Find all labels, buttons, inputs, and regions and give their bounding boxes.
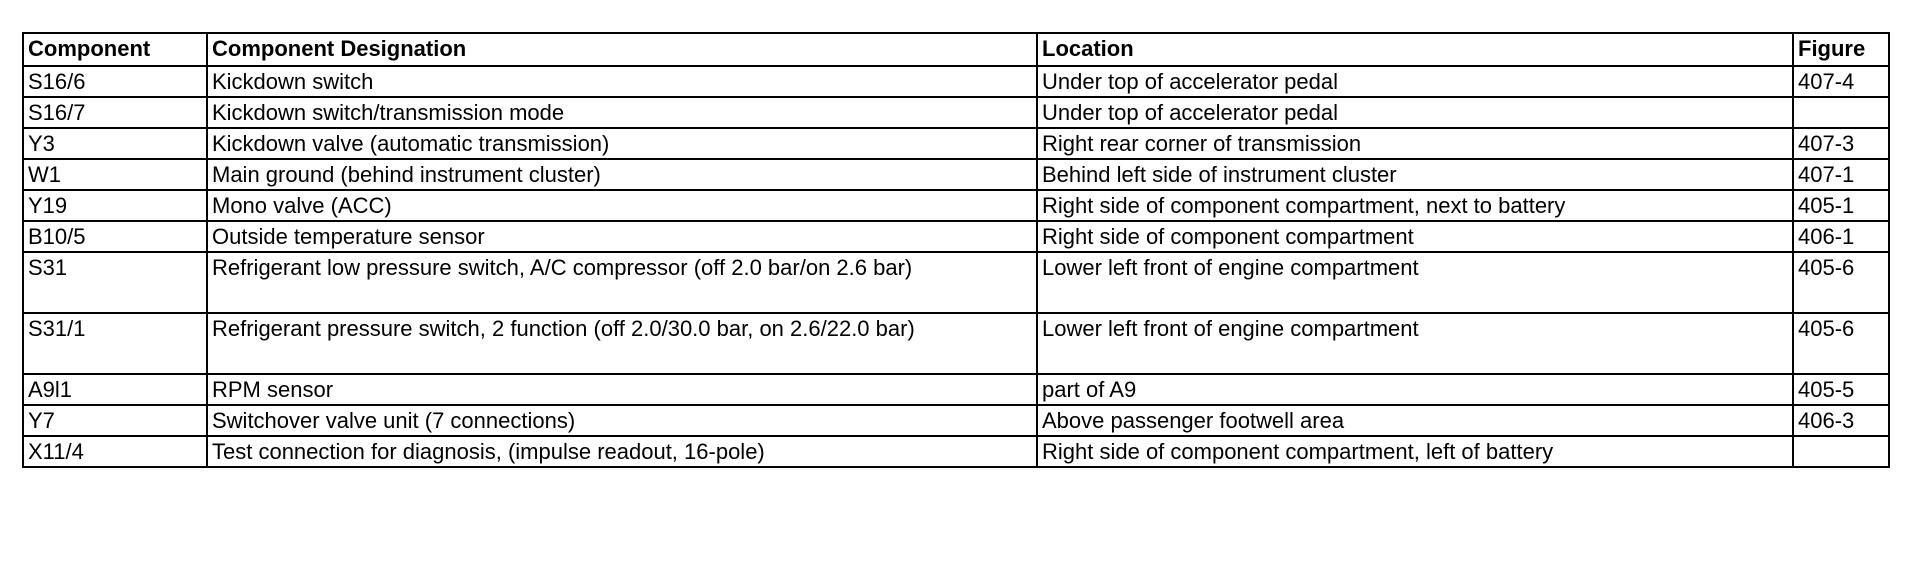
component-location-table — [22, 32, 1890, 468]
cell-figure — [1793, 436, 1889, 467]
cell-location: part of A9 — [1037, 374, 1793, 405]
cell-figure: 406-1 — [1793, 221, 1889, 252]
cell-component: S16/7 — [23, 97, 207, 128]
cell-component: B10/5 — [23, 221, 207, 252]
cell-designation: RPM sensor — [207, 374, 1037, 405]
table-row — [23, 405, 1889, 436]
table-row — [23, 66, 1889, 97]
cell-location: Under top of accelerator pedal — [1037, 66, 1793, 97]
header-figure: Figure — [1793, 33, 1889, 66]
cell-designation: Kickdown switch/transmission mode — [207, 97, 1037, 128]
cell-designation: Test connection for diagnosis, (impulse readout, 16-pole) — [207, 436, 1037, 467]
cell-location: Right rear corner of transmission — [1037, 128, 1793, 159]
table-row — [23, 313, 1889, 374]
header-component: Component — [23, 33, 207, 66]
cell-location: Right side of component compartment, left of battery — [1037, 436, 1793, 467]
cell-figure: 406-3 — [1793, 405, 1889, 436]
cell-component: X11/4 — [23, 436, 207, 467]
cell-designation: Refrigerant low pressure switch, A/C compressor (off 2.0 bar/on 2.6 bar) — [207, 252, 1037, 313]
cell-location: Right side of component compartment, next to battery — [1037, 190, 1793, 221]
table-row — [23, 436, 1889, 467]
cell-designation: Refrigerant pressure switch, 2 function (off 2.0/30.0 bar, on 2.6/22.0 bar) — [207, 313, 1037, 374]
cell-location: Lower left front of engine compartment — [1037, 313, 1793, 374]
cell-designation: Mono valve (ACC) — [207, 190, 1037, 221]
cell-component: A9l1 — [23, 374, 207, 405]
header-component-designation: Component Designation — [207, 33, 1037, 66]
cell-component: S31 — [23, 252, 207, 313]
cell-designation: Main ground (behind instrument cluster) — [207, 159, 1037, 190]
cell-location: Under top of accelerator pedal — [1037, 97, 1793, 128]
cell-designation: Outside temperature sensor — [207, 221, 1037, 252]
cell-designation: Kickdown valve (automatic transmission) — [207, 128, 1037, 159]
cell-location: Behind left side of instrument cluster — [1037, 159, 1793, 190]
table-header-row — [23, 33, 1889, 66]
cell-location: Right side of component compartment — [1037, 221, 1793, 252]
header-location: Location — [1037, 33, 1793, 66]
table-row — [23, 128, 1889, 159]
cell-location: Above passenger footwell area — [1037, 405, 1793, 436]
cell-figure: 407-3 — [1793, 128, 1889, 159]
cell-component: S16/6 — [23, 66, 207, 97]
cell-component: Y3 — [23, 128, 207, 159]
cell-figure: 407-4 — [1793, 66, 1889, 97]
cell-figure: 405-5 — [1793, 374, 1889, 405]
cell-designation: Switchover valve unit (7 connections) — [207, 405, 1037, 436]
cell-component: S31/1 — [23, 313, 207, 374]
table-row — [23, 159, 1889, 190]
table-row — [23, 221, 1889, 252]
table-row — [23, 252, 1889, 313]
cell-figure: 405-6 — [1793, 252, 1889, 313]
component-location-table-container — [22, 32, 1890, 468]
cell-component: Y7 — [23, 405, 207, 436]
cell-figure: 405-1 — [1793, 190, 1889, 221]
cell-figure — [1793, 97, 1889, 128]
cell-designation: Kickdown switch — [207, 66, 1037, 97]
table-row — [23, 190, 1889, 221]
cell-figure: 407-1 — [1793, 159, 1889, 190]
cell-location: Lower left front of engine compartment — [1037, 252, 1793, 313]
cell-component: W1 — [23, 159, 207, 190]
table-row — [23, 97, 1889, 128]
table-row — [23, 374, 1889, 405]
cell-figure: 405-6 — [1793, 313, 1889, 374]
cell-component: Y19 — [23, 190, 207, 221]
